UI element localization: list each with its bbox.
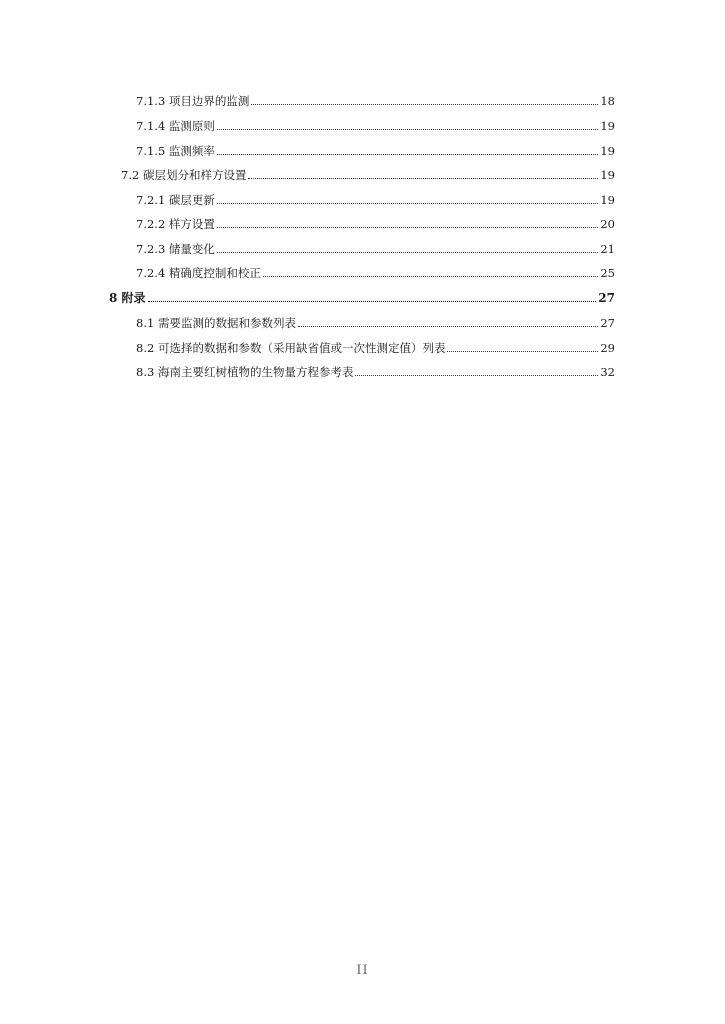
toc-entry[interactable] xyxy=(136,187,615,207)
toc-entry[interactable] xyxy=(136,260,615,280)
toc-dot-leader xyxy=(263,275,598,277)
toc-entry-page: 25 xyxy=(600,266,615,280)
toc-entry-page: 19 xyxy=(600,168,615,182)
toc-entry[interactable] xyxy=(121,162,615,182)
toc-dot-leader xyxy=(217,226,598,228)
toc-entry-title: 7.2.4 精确度控制和校正 xyxy=(136,266,261,280)
toc-entry-title: 7.1.3 项目边界的监测 xyxy=(136,94,250,108)
toc-entry-page: 27 xyxy=(600,316,615,330)
toc-entry-title: 8 附录 xyxy=(109,291,146,305)
toc-entry-page: 19 xyxy=(600,193,615,207)
toc-dot-leader xyxy=(251,103,598,105)
toc-entry-page: 18 xyxy=(600,94,615,108)
toc-dot-leader xyxy=(248,177,598,179)
toc-dot-leader xyxy=(217,153,598,155)
toc-entry[interactable] xyxy=(136,310,615,330)
toc-entry-title: 7.1.5 监测频率 xyxy=(136,144,215,158)
toc-entry-page: 21 xyxy=(600,242,615,256)
toc-entry-page: 19 xyxy=(600,119,615,133)
toc-dot-leader xyxy=(217,251,598,253)
toc-dot-leader xyxy=(217,128,598,130)
toc-entry-title: 8.2 可选择的数据和参数（采用缺省值或一次性测定值）列表 xyxy=(136,341,446,355)
toc-entry[interactable] xyxy=(136,236,615,256)
toc-dot-leader xyxy=(298,325,598,327)
toc-entry[interactable] xyxy=(136,88,615,108)
toc-entry-page: 27 xyxy=(598,291,615,305)
toc-entry-title: 7.2 碳层划分和样方设置 xyxy=(121,168,247,182)
toc-dot-leader xyxy=(148,300,597,302)
page-number: II xyxy=(356,963,369,978)
toc-entry[interactable] xyxy=(136,138,615,158)
toc-dot-leader xyxy=(355,374,598,376)
toc-dot-leader xyxy=(447,350,598,352)
toc-entry[interactable] xyxy=(109,285,615,305)
toc-entry-title: 7.1.4 监测原则 xyxy=(136,119,215,133)
toc-entry-title: 8.3 海南主要红树植物的生物量方程参考表 xyxy=(136,365,354,379)
toc-entry-page: 20 xyxy=(600,217,615,231)
toc-entry[interactable] xyxy=(136,211,615,231)
toc-entry-page: 32 xyxy=(600,365,615,379)
toc-entry[interactable] xyxy=(136,113,615,133)
toc-entry-title: 7.2.1 碳层更新 xyxy=(136,193,215,207)
toc-entry-page: 19 xyxy=(600,144,615,158)
toc-entry-title: 7.2.2 样方设置 xyxy=(136,217,215,231)
toc-dot-leader xyxy=(217,202,598,204)
toc-entry[interactable] xyxy=(136,335,615,355)
toc-entry-title: 7.2.3 储量变化 xyxy=(136,242,215,256)
toc-entry-title: 8.1 需要监测的数据和参数列表 xyxy=(136,316,296,330)
toc-entry[interactable] xyxy=(136,359,615,379)
toc-entry-page: 29 xyxy=(600,341,615,355)
